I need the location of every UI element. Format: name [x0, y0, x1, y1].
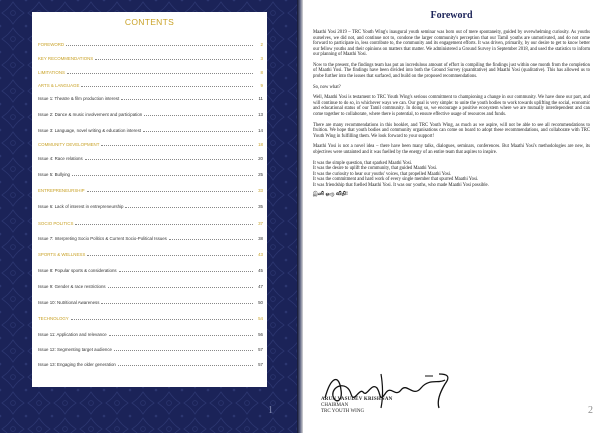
closing-line: It was the simple question, that sparked Maathi Yosi. [313, 160, 413, 166]
toc-dot-leader [71, 319, 253, 320]
toc-entry-page: 37 [258, 221, 263, 226]
toc-entry-page: 50 [258, 300, 263, 305]
toc-entry[interactable] [38, 168, 263, 177]
toc-entry[interactable] [38, 138, 263, 147]
toc-entry[interactable] [38, 343, 263, 352]
toc-dot-leader [67, 73, 253, 74]
toc-entry-page: 57 [258, 362, 263, 367]
toc-entry-label: LIMITATIONS [38, 70, 65, 75]
toc-entry-page: 43 [258, 252, 263, 257]
toc-entry-label: Issue 1: Theatre & film production interest [38, 96, 120, 101]
toc-entry-label: Issue 13: Engaging the older generation [38, 362, 116, 367]
toc-entry-page: 35 [258, 204, 263, 209]
foreword-paragraph: Now to the present, the findings team has put an incredulous amount of effort in compiling the findings just within one month from the completion of Maathi Yosi. The findings have been divided into both the Ground Survey (quantitative) and Maathi Yosi (qualitative). This has allowed us to probe further into the issues that surfaced, and build on the proposed recommendations. [313, 62, 590, 79]
toc-dot-leader [101, 303, 253, 304]
toc-dot-leader [72, 175, 253, 176]
closing-line: It was the curiosity to hear our youths' voices, that propelled Maathi Yosi. [313, 171, 452, 177]
foreword-paragraph: So, now what? [313, 84, 341, 90]
foreword-page [303, 0, 600, 433]
toc-entry[interactable] [38, 52, 263, 61]
signatory-organization: TRC YOUTH WING [321, 409, 365, 414]
foreword-paragraph: Maathi Yosi is not a novel idea – there have been many talks, dialogues, seminars, conferences. But Maathi Yosi's methodologies are new, its objectives were untainted and it was fuelled by the energy of an entire team that aspires to inspire. [313, 144, 590, 155]
toc-entry-page: 3 [260, 56, 263, 61]
toc-entry-label: SPORTS & WELLNESS [38, 252, 86, 257]
contents-card [32, 12, 267, 387]
toc-dot-leader [114, 350, 253, 351]
toc-entry[interactable] [38, 328, 263, 337]
toc-entry-page: 54 [258, 316, 263, 321]
toc-dot-leader [119, 271, 253, 272]
toc-entry-label: Issue 4: Race relations [38, 156, 83, 161]
toc-entry-label: Issue 5: Bullying [38, 172, 70, 177]
toc-entry[interactable] [38, 38, 263, 47]
toc-dot-leader [66, 45, 253, 46]
toc-entry-page: 25 [258, 172, 263, 177]
toc-entry-label: ENTREPRENEURSHIP [38, 188, 85, 193]
toc-entry-label: ARTS & LANGUAGE [38, 83, 80, 88]
toc-entry-page: 56 [258, 332, 263, 337]
toc-dot-leader [87, 255, 253, 256]
toc-dot-leader [85, 159, 253, 160]
toc-dot-leader [118, 365, 253, 366]
toc-entry-label: COMMUNITY DEVELOPMENT [38, 142, 100, 147]
toc-entry[interactable] [38, 217, 263, 226]
toc-dot-leader [75, 224, 253, 225]
toc-entry-label: Issue 3: Language, novel writing & education interest [38, 128, 142, 133]
toc-dot-leader [125, 207, 253, 208]
toc-entry-label: FOREWORD [38, 42, 65, 47]
toc-entry-page: 57 [258, 347, 263, 352]
toc-entry-label: Issue 10: Nutritional Awareness [38, 300, 100, 305]
toc-dot-leader [87, 191, 253, 192]
toc-entry[interactable] [38, 312, 263, 321]
toc-entry-page: 20 [258, 156, 263, 161]
toc-dot-leader [95, 59, 253, 60]
toc-entry[interactable] [38, 66, 263, 75]
toc-entry-label: Issue 7: Interpreting Socio Politics & Current Socio-Political Issues [38, 236, 167, 241]
toc-entry[interactable] [38, 152, 263, 161]
toc-entry[interactable] [38, 108, 263, 117]
toc-entry[interactable] [38, 296, 263, 305]
toc-entry[interactable] [38, 358, 263, 367]
toc-entry-page: 47 [258, 284, 263, 289]
foreword-paragraph: Maathi Yosi 2019 – TRC Youth Wing's inaugural youth seminar was born out of mere spontaneity, guided by overwhelming curiosity. As youths ourselves, we did not, and continue not to, condone the larger community's perception that our Tamil youths are unmotivated, and do not come forward to participate in, less contribute to, the community and its engagement efforts. It was driven, primarily, by our desire to get to know better our fellow youths and their opinions on matters that matter. We administered a Ground Survey in September 2018, and used the statistics to inform our planning of Maathi Yosi. [313, 30, 590, 57]
toc-entry-label: KEY RECOMMENDATIONS [38, 56, 94, 61]
toc-entry-page: 14 [258, 128, 263, 133]
toc-entry-label: Issue 6: Lack of interest in entrepreneurship [38, 204, 124, 209]
toc-entry[interactable] [38, 79, 263, 88]
toc-entry[interactable] [38, 248, 263, 257]
toc-entry-label: SOCIO POLITICS [38, 221, 74, 226]
foreword-title: Foreword [430, 10, 473, 21]
toc-entry[interactable] [38, 92, 263, 101]
toc-entry-page: 45 [258, 268, 263, 273]
tamil-tagline: இனி ஒரு விதி! [313, 191, 348, 198]
toc-dot-leader [81, 86, 253, 87]
toc-entry[interactable] [38, 184, 263, 193]
toc-entry-page: 18 [258, 142, 263, 147]
closing-line: It was the desire to uplift the community, that guided Maathi Yosi. [313, 166, 438, 172]
foreword-paragraph: There are many recommendations in this booklet, and TRC Youth Wing, as much as we aspire, will not be able to see all recommendations to fruition. We hope that youth bodies and community organisations can come on board to adopt these recommendations, and collaborate with TRC Youth Wing in fulfilling them. We look forward to your support! [313, 122, 590, 139]
foreword-paragraph: Well, Maathi Yosi is testament to TRC Youth Wing's serious commitment to championing a change in our community. We have done our part, and will continue to do so, in whichever ways we can. Our goal is very simple: to unite the youth bodies to work towards uplifting the social, economic and educational status of our Tamil community. In doing so, we encourage a positive ecosystem where we are mutually interdependent and can come together to collaborate, where there is potential, to ensure effective usage of resources and funds. [313, 95, 590, 117]
toc-entry-label: Issue 9: Gender & race restrictions [38, 284, 106, 289]
toc-entry[interactable] [38, 232, 263, 241]
toc-entry-page: 2 [260, 42, 263, 47]
toc-dot-leader [108, 287, 253, 288]
closing-line: It was friendship that fuelled Maathi Yosi. It was our youths, who made Maathi Yosi possible. [313, 182, 489, 188]
toc-entry[interactable] [38, 124, 263, 133]
closing-line: It was the commitment and hard work of every single member that spurred Maathi Yosi. [313, 177, 479, 183]
toc-entry-page: 38 [258, 236, 263, 241]
toc-entry[interactable] [38, 264, 263, 273]
foreword-body [313, 30, 590, 198]
toc-entry-page: 8 [260, 70, 263, 75]
contents-title: CONTENTS [124, 17, 175, 27]
toc-entry-label: TECHNOLOGY [38, 316, 69, 321]
signatory-title: CHAIRMAN [321, 403, 349, 408]
page-number-right: 2 [588, 405, 593, 416]
closing-lines [313, 161, 590, 189]
toc-dot-leader [143, 131, 253, 132]
toc-dot-leader [109, 335, 253, 336]
toc-entry-page: 13 [258, 112, 263, 117]
toc-dot-leader [101, 145, 253, 146]
toc-entry-label: Issue 11: Application and relevance [38, 332, 107, 337]
signatory-block [321, 397, 392, 415]
toc-entry-page: 33 [258, 188, 263, 193]
toc-entry-label: Issue 2: Dance & music involvement and participation [38, 112, 143, 117]
signatory-name: ARUN VASUDEV KRISHNAN [321, 397, 393, 402]
toc-dot-leader [121, 99, 253, 100]
page-number-left: 1 [268, 405, 273, 416]
toc-dot-leader [144, 115, 253, 116]
toc-entry-label: Issue 8: Popular sports & considerations [38, 268, 117, 273]
contents-page [0, 0, 297, 433]
toc-dot-leader [169, 239, 253, 240]
toc-entry-page: 9 [260, 83, 263, 88]
toc-entry-page: 11 [258, 96, 263, 101]
toc-entry-label: Issue 12: Segmenting target audience [38, 347, 112, 352]
toc-entry[interactable] [38, 200, 263, 209]
toc-entry[interactable] [38, 280, 263, 289]
